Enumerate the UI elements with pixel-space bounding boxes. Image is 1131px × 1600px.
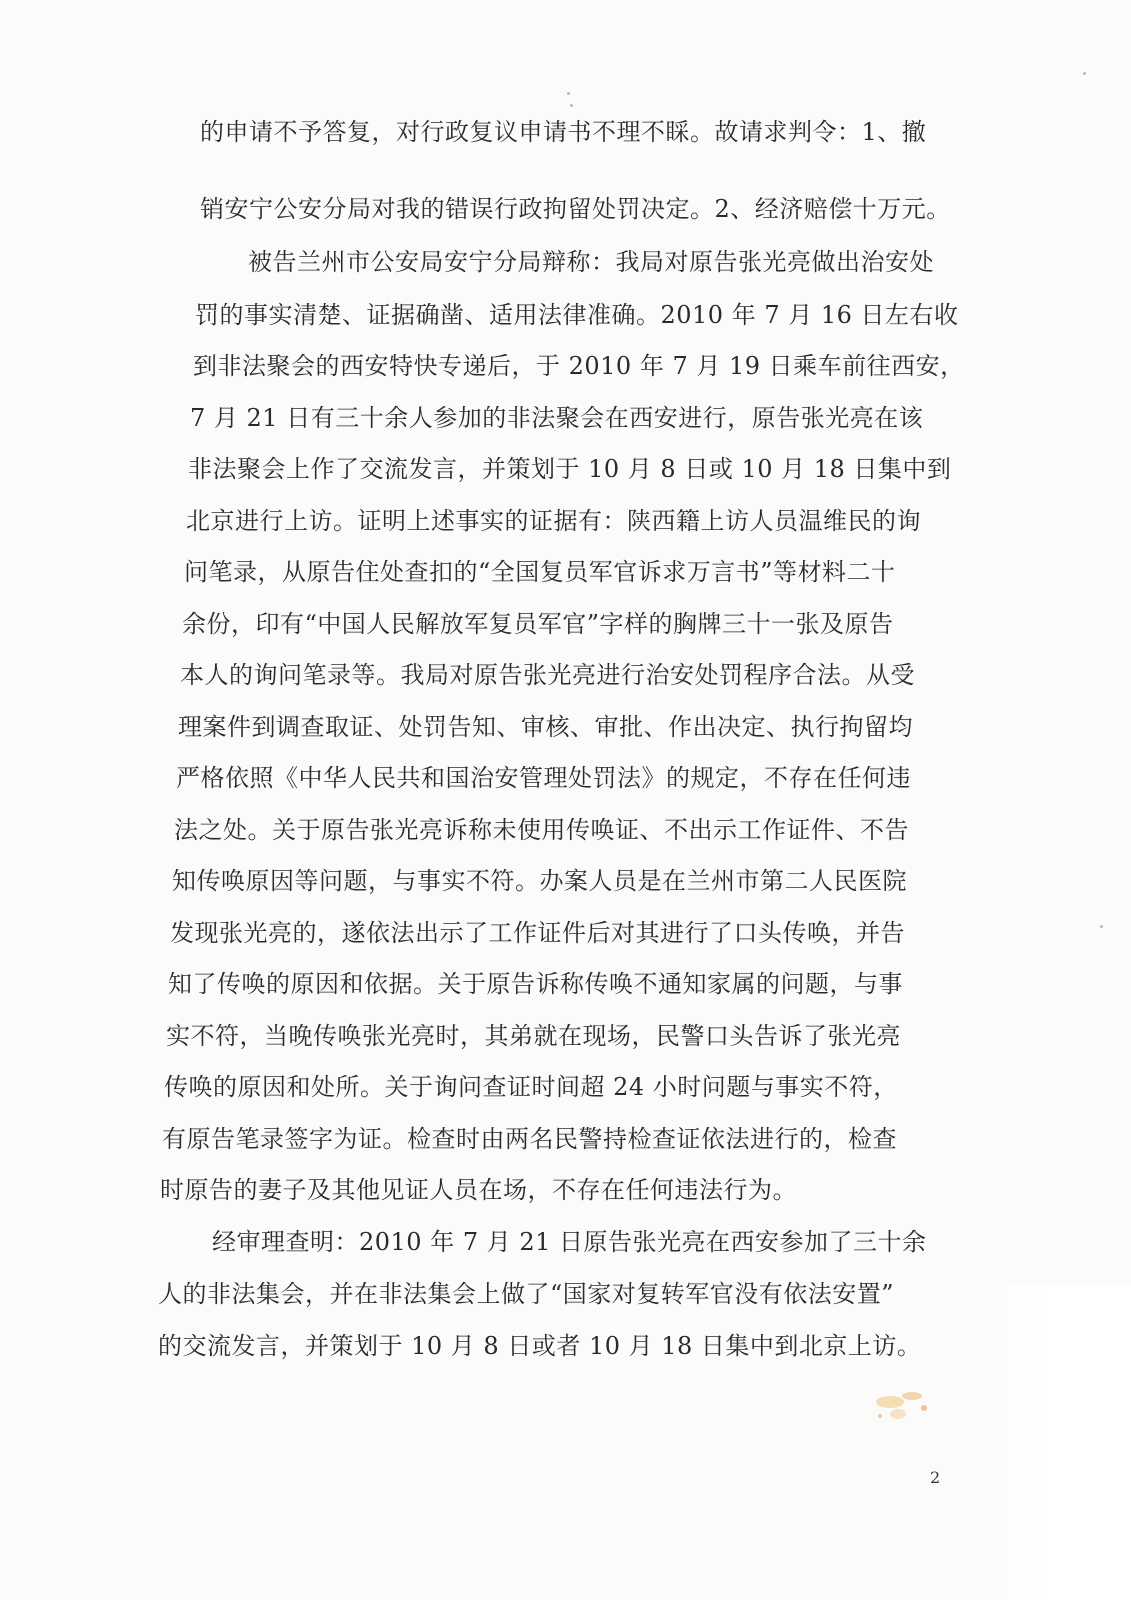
text-line: 非法聚会上作了交流发言，并策划于 10 月 8 日或 10 月 18 日集中到	[188, 455, 952, 483]
scan-speck	[1083, 72, 1086, 75]
text-line: 有原告笔录签字为证。检查时由两名民警持检查证依法进行的，检查	[162, 1125, 897, 1153]
text-line: 销安宁公安分局对我的错误行政拘留处罚决定。2、经济赔偿十万元。	[200, 195, 951, 223]
text-line: 北京进行上访。证明上述事实的证据有：陕西籍上访人员温维民的询	[186, 507, 921, 535]
text-line: 法之处。关于原告张光亮诉称未使用传唤证、不出示工作证件、不告	[174, 816, 909, 844]
text-line: 7 月 21 日有三十余人参加的非法聚会在西安进行，原告张光亮在该	[190, 404, 924, 432]
text-line: 理案件到调查取证、处罚告知、审核、审批、作出决定、执行拘留均	[178, 713, 913, 741]
text-line: 本人的询问笔录等。我局对原告张光亮进行治安处罚程序合法。从受	[180, 661, 915, 689]
text-line: 的交流发言，并策划于 10 月 8 日或者 10 月 18 日集中到北京上访。	[158, 1332, 922, 1360]
text-line: 时原告的妻子及其他见证人员在场，不存在任何违法行为。	[160, 1176, 797, 1204]
page-number: 2	[930, 1468, 941, 1487]
text-line: 罚的事实清楚、证据确凿、适用法律准确。2010 年 7 月 16 日左右收	[195, 301, 959, 329]
scan-fade-area	[975, 1285, 1131, 1600]
text-line: 的申请不予答复，对行政复议申请书不理不睬。故请求判令：1、撤	[200, 118, 927, 146]
text-line: 被告兰州市公安局安宁分局辩称：我局对原告张光亮做出治安处	[248, 248, 934, 276]
text-line: 知了传唤的原因和依据。关于原告诉称传唤不通知家属的问题，与事	[168, 970, 903, 998]
text-line: 发现张光亮的，遂依法出示了工作证件后对其进行了口头传唤，并告	[170, 919, 905, 947]
text-line: 余份，印有“中国人民解放军复员军官”字样的胸牌三十一张及原告	[182, 610, 894, 638]
scan-speck	[570, 104, 573, 107]
text-line: 实不符，当晚传唤张光亮时，其弟就在现场，民警口头告诉了张光亮	[166, 1022, 901, 1050]
text-line: 问笔录，从原告住处查扣的“全国复员军官诉求万言书”等材料二十	[184, 558, 896, 586]
text-line: 到非法聚会的西安特快专递后，于 2010 年 7 月 19 日乘车前往西安，	[193, 352, 965, 380]
text-line: 知传唤原因等问题，与事实不符。办案人员是在兰州市第二人民医院	[172, 867, 907, 895]
stain-mark	[860, 1380, 950, 1430]
scan-speck	[1100, 925, 1103, 928]
text-line: 经审理查明：2010 年 7 月 21 日原告张光亮在西安参加了三十余	[212, 1228, 927, 1256]
text-line: 严格依照《中华人民共和国治安管理处罚法》的规定，不存在任何违	[176, 764, 911, 792]
text-line: 人的非法集会，并在非法集会上做了“国家对复转军官没有依法安置”	[158, 1280, 895, 1308]
scan-speck	[567, 92, 570, 95]
text-line: 传唤的原因和处所。关于询问查证时间超 24 小时问题与事实不符，	[164, 1073, 898, 1101]
